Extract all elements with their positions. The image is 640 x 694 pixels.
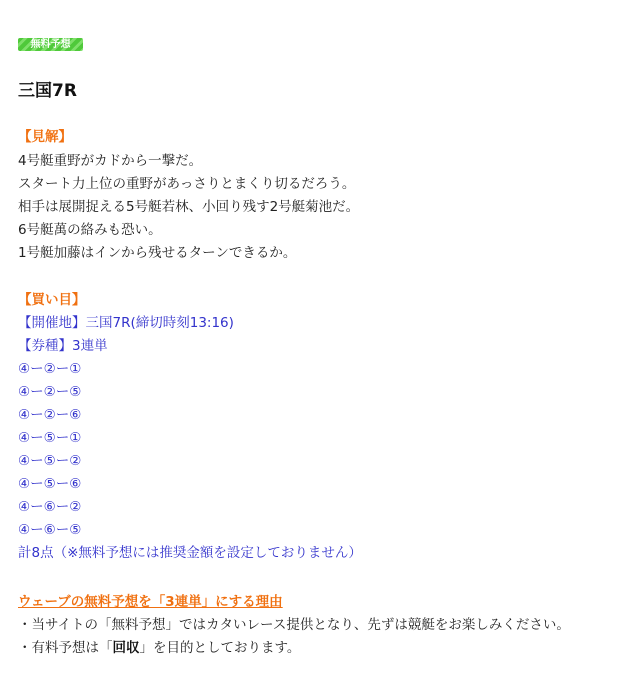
picks-total: 計8点（※無料予想には推奨金額を設定しておりません） (18, 545, 362, 561)
reason-line-2-suffix: 」を目的としております。 (139, 640, 301, 656)
reason-line-2-prefix: ・有料予想は「 (18, 640, 113, 656)
reason-line-1: ・当サイトの「無料予想」ではカタいレース提供となり、先ずは競艇をお楽しみください。 (18, 617, 570, 633)
pick-combination: ④ー②ー⑤ (18, 384, 82, 400)
opinion-line: スタート力上位の重野があっさりとまくり切るだろう。 (18, 176, 356, 192)
opinion-line: 相手は展開捉える5号艇若林、小回り残す2号艇菊池だ。 (18, 199, 360, 215)
pick-combination: ④ー⑤ー② (18, 453, 82, 469)
reason-line-2 (18, 636, 300, 656)
pick-combination: ④ー⑤ー⑥ (18, 476, 82, 492)
opinion-line: 1号艇加藤はインから残せるターンできるか。 (18, 245, 297, 261)
pick-combination: ④ー⑤ー① (18, 430, 82, 446)
free-prediction-badge: 無料予想 (18, 38, 83, 51)
opinion-line: 4号艇重野がカドから一撃だ。 (18, 153, 203, 169)
opinion-heading: 【見解】 (18, 129, 72, 145)
picks-bet-type: 【券種】3連単 (18, 338, 108, 354)
pick-combination: ④ー⑥ー② (18, 499, 82, 515)
reason-heading: ウェーブの無料予想を「3連単」にする理由 (18, 594, 283, 610)
reason-line-2-bold: 回収 (112, 640, 140, 656)
pick-combination: ④ー②ー⑥ (18, 407, 82, 423)
opinion-line: 6号艇萬の絡みも恐い。 (18, 222, 162, 238)
race-title: 三国7R (18, 81, 77, 101)
pick-combination: ④ー⑥ー⑤ (18, 522, 82, 538)
pick-combination: ④ー②ー① (18, 361, 82, 377)
picks-heading: 【買い目】 (18, 292, 86, 308)
picks-venue: 【開催地】三国7R(締切時刻13:16) (18, 315, 234, 331)
